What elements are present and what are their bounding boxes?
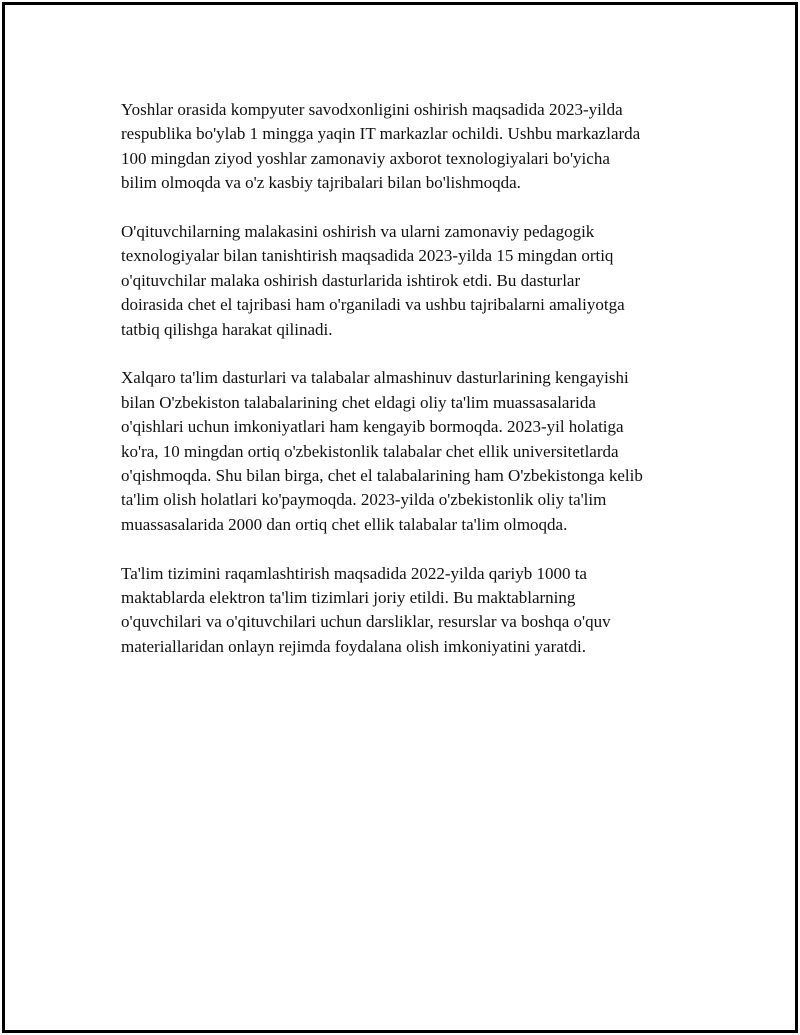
paragraph-digitalization <box>121 562 701 660</box>
paragraph-teacher-training <box>121 220 701 342</box>
text-line: o'qishmoqda. Shu bilan birga, chet el talabalarining ham O'zbekistonga kelib <box>121 466 643 486</box>
paragraph-it-centers <box>121 98 701 196</box>
text-line: materiallaridan onlayn rejimda foydalana olish imkoniyatini yaratdi. <box>121 636 586 656</box>
text-line: 100 mingdan ziyod yoshlar zamonaviy axborot texnologiyalari bo'yicha <box>121 148 610 168</box>
text-line: Ta'lim tizimini raqamlashtirish maqsadida 2022-yilda qariyb 1000 ta <box>121 563 587 583</box>
text-line: o'qishlari uchun imkoniyatlari ham kengayib bormoqda. 2023-yil holatiga <box>121 417 624 437</box>
text-line: ko'ra, 10 mingdan ortiq o'zbekistonlik talabalar chet ellik universitetlarda <box>121 441 619 461</box>
text-line: texnologiyalar bilan tanishtirish maqsadida 2023-yilda 15 mingdan ortiq <box>121 246 614 266</box>
text-line: Xalqaro ta'lim dasturlari va talabalar almashinuv dasturlarining kengayishi <box>121 368 629 388</box>
text-line: bilim olmoqda va o'z kasbiy tajribalari bilan bo'lishmoqda. <box>121 173 521 193</box>
text-line: o'qituvchilar malaka oshirish dasturlarida ishtirok etdi. Bu dasturlar <box>121 270 581 290</box>
paragraph-international-exchange <box>121 366 701 537</box>
text-line: muassasalarida 2000 dan ortiq chet ellik talabalar ta'lim olmoqda. <box>121 514 568 534</box>
text-line: maktablarda elektron ta'lim tizimlari joriy etildi. Bu maktablarning <box>121 588 576 608</box>
text-line: ta'lim olish holatlari ko'paymoqda. 2023-yilda o'zbekistonlik oliy ta'lim <box>121 490 607 510</box>
document-body <box>121 98 701 684</box>
page-frame <box>2 2 798 1033</box>
text-line: O'qituvchilarning malakasini oshirish va ularni zamonaviy pedagogik <box>121 222 595 242</box>
text-line: Yoshlar orasida kompyuter savodxonligini oshirish maqsadida 2023-yilda <box>121 100 623 119</box>
text-line: tatbiq qilishga harakat qilinadi. <box>121 319 333 339</box>
text-line: o'quvchilari va o'qituvchilari uchun darsliklar, resurslar va boshqa o'quv <box>121 612 611 632</box>
text-line: doirasida chet el tajribasi ham o'rganiladi va ushbu tajribalarni amaliyotga <box>121 295 625 315</box>
text-line: bilan O'zbekiston talabalarining chet eldagi oliy ta'lim muassasalarida <box>121 392 596 412</box>
text-line: respublika bo'ylab 1 mingga yaqin IT markazlar ochildi. Ushbu markazlarda <box>121 124 641 144</box>
